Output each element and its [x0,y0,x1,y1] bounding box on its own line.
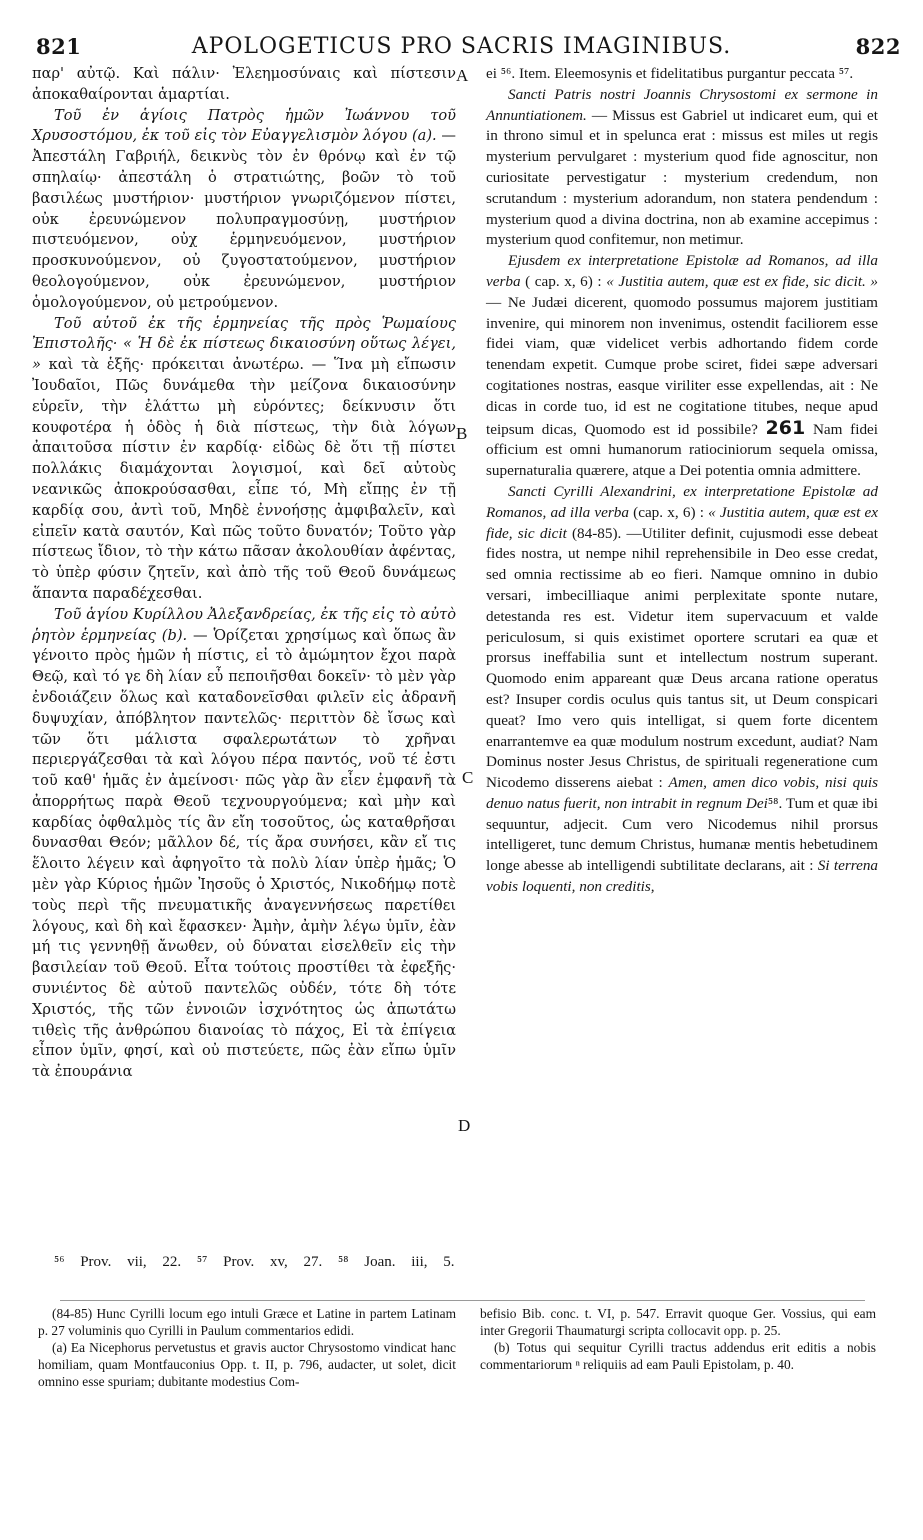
footnote-84-85: (84-85) Hunc Cyrilli locum ego intuli Græce et Latine in partem Latinam p. 27 voluminis quo Cyrilli in Paulum commentarios edidi. [38,1306,456,1338]
latin-text-cyril: (84-85). —Utiliter definit, cujusmodi esse debeat fides nostra, ut nempe nihil reprehensibile in Deo esse credat, sed omnia rectissime ab eo fieri. Namque omnino in dubio versari, imbecilliaque animi perplexitate sponte nutare, detestanda res est. Videtur item supervacuum et valde periculosum, si quis existimet oportere scrutari ea quæ et prorsus ineffabilia sunt et intellectum nostrum superant. Quomodo enim appareant quæ Deus arcana ratione operatus est? Insuper cordis oculus quis tantus sit, ut Deum conspicari queat? Imo vero quis intelligat, si quem forte dicentem enarrantemve ea quæ modulum nostrum excedunt, audiat? Nam Dominus noster Jesus Christus, de spirituali regeneratione cum Nicodemo disserens aiebat : [486,524,878,792]
margin-letter-b: B [456,424,468,443]
latin-paragraph-2 [486,85,878,251]
latin-ref-romans: ( cap. x, 6) : [525,272,602,290]
latin-paragraph-1: ei ⁵⁶. Item. Eleemosynis et fidelitatibus purgantur peccata ⁵⁷. [486,65,854,82]
latin-heading-romans: Ejusdem ex interpretatione Epistolæ ad Romanos, ad illa verba [486,252,878,290]
greek-text-romans: καὶ τὰ ἑξῆς· πρόκειται ἀνωτέρω. — Ἵνα μὴ εἴπωσιν Ἰουδαῖοι, Πῶς δυνάμεθα τὴν μείζονα δικαιοσύνην εὑρεῖν, τὴν ἐλάττω μὴ εὑρόντες; δείκνυσιν ὅτι κουφοτέρα ἡ ὁδὸς ἡ διὰ πίστεως, τὴν διὰ λόγων ἀπαιτοῦσα πίστιν ἐν καρδίᾳ· εἰδὼς δὲ ὅτι τῇ πίστει πολλάκις διαμάχονται λογισμοί, καὶ δεῖ αὐτοὺς νεανικῶς ἀποκρούσασθαι, εἶπε τό, Μὴ εἴπῃς ἐν τῇ καρδίᾳ σου, ἀντὶ τοῦ, Μηδὲ ἐννοήσῃς ἀμφιβαλεῖν, καὶ εἰπεῖν κατὰ σαυτόν, Καὶ πῶς τοῦτο δυνατόν; Τοῦτο γὰρ πίστεως ἴδιον, τὸ τὴν κάτω πᾶσαν ἀκολουθίαν ἀφέντας, τὸ ὑπὲρ φύσιν ζητεῖν, καὶ ἀπὸ τῆς τοῦ Θεοῦ δυνάμεως ἅπαντα παραδέχεσθαι. [32,356,456,602]
latin-quote-cyril: « Justitia autem, quæ est ex fide, sic dicit [486,503,878,542]
greek-paragraph-3 [32,314,456,605]
greek-paragraph-1: παρ' αὐτῷ. Καὶ πάλιν· Ἐλεημοσύναις καὶ πίστεσιν ἀποκαθαίρονται ἁμαρτίαι. [32,65,456,103]
scripture-references [54,1254,654,1271]
latin-paragraph-4 [486,482,878,898]
latin-text-cyril-2: ⁵⁸. Tum et quæ ibi sequuntur, adjecit. Cum vero Nicodemus nihil prorsus intelligeret, tunc demum Christus, humanæ mentis hebetudinem longe abesse ab intelligendi subtilitate declarans, ait : [486,794,878,875]
latin-quote-john: Amen, amen dico vobis, nisi quis denuo natus fuerit, non intrabit in regnum Dei [486,774,878,812]
greek-heading-romans: Τοῦ αὐτοῦ ἐκ τῆς ἑρμηνείας τῆς πρὸς Ῥωμαίους Ἐπιστολῆς· « Ἡ δὲ ἐκ πίστεως δικαιοσύνη οὕτως λέγει, » [32,314,456,374]
column-number-marker: 261 [765,416,806,439]
greek-text-cyril: — Ὁρίζεται χρησίμως καὶ ὅπως ἂν γένοιτο πρὸς ἡμῶν ἡ πίστις, εἰ τὸ ἀμώμητον ἔχοι παρὰ Θεῷ, καὶ τό γε δὴ λίαν εὖ πεποιῆσθαι δοκεῖν· τὸ μὲν γὰρ ἐνδοιάζειν ὅλως καὶ καταδονεῖσθαι φιλεῖν εἰς ἀδρανῆ δυψυχίαν, ἀπόβλητον παντελῶς· περιττὸν δὲ ἴσως καὶ τῶν ὅτι μάλιστα σφαλερωτάτων τὸ χρῆναι περιεργάζεσθαι τὰ καὶ λόγου πέρα παντός, νοῦ τέ ἐστι τοῦ καθ' ἡμᾶς ἐν ἀμείνοσι· πῶς γὰρ ἂν εἶεν ἐμφανῆ τὰ ἀπορρήτως παρὰ Θεοῦ τεχνουργούμενα; καὶ μὴν καὶ καρδίας ὀφθαλμὸς τίς ἂν εἴη τοσοῦτος, ὡς καταθρῆσαι δυνασθαι Θεόν; μᾶλλον δέ, τίς ἄρα συνήσει, κἂν εἴ τις ἕλοιτο λέγειν καὶ ἀφηγοῖτο τὰ πολὺ λίαν ὑπὲρ ἡμᾶς; Ὁ μὲν γὰρ Κύριος ἡμῶν Ἰησοῦς ὁ Χριστός, Νικοδήμῳ ποτὲ τοὺς περὶ τῆς πνευματικῆς ἀναγεννήσεως παρετίθει λόγους, καὶ δὴ καὶ ἔφασκεν· Ἀμὴν, ἀμὴν λέγω ὑμῖν, ἐὰν μή τις γεννηθῇ ἄνωθεν, οὐ δύναται εἰσελθεῖν εἰς τὴν βασιλείαν τοῦ Θεοῦ. Εἶτα τούτοις προστίθει τὰ ἐφεξῆς· συνιέντος δὲ αὐτοῦ παντελῶς οὐδέν, τότε δὴ τότε Χριστός, τῆς τῶν ἐννοιῶν ἰσχνότητος ὡς ἀπωτάτω τιθεὶς τῆς ἀνθρώπου διανοίας τὸ πάχος, Εἰ τὰ ἐπίγεια εἶπον ὑμῖν, φησί, καὶ οὐ πιστεύετε, πῶς ἐὰν εἴπω ὑμῖν τὰ ἐπουράνια [32,626,456,1081]
latin-ref-cyril: (cap. x, 6) : [633,503,704,521]
greek-text-chrysostom: — Ἀπεστάλη Γαβριήλ, δεικνὺς τὸν ἐν θρόνῳ καὶ ἐν τῷ σπηλαίῳ· ἀπεστάλη ὁ στρατιώτης, βοῶν τὸ τοῦ βασιλέως μυστήριον· μυστήριον γνωριζόμενον πίστει, οὐκ ἐρευνώμενον πολυπραγμοσύνῃ, μυστήριον πιστευόμενον, οὐχ ἑρμηνευόμενον, μυστήριον προσκυνούμενον, οὐ ζυγοστατούμενον, μυστήριον θεολογούμενον, οὐκ ἐρευνώμενον, μυστήριον ὁμολογούμενον, οὐ μετρούμενον. [32,127,456,311]
footnotes-left [38,1306,456,1391]
latin-text-romans-b: Nam fidei officium est omni humanorum ratiociniorum sequela omissa, supernaturalia quærere, atque a Dei potentia omnia admittere. [486,420,879,480]
scripture-ref: ⁵⁷ Prov. xv, 27. [196,1254,323,1270]
greek-paragraph-4 [32,605,456,1083]
latin-paragraph-3 [486,251,878,482]
scripture-ref: ⁵⁶ Prov. vii, 22. [54,1254,182,1270]
latin-text-romans-a: — Ne Judæi dicerent, quomodo possumus majorem justitiam invenire, qui minorem non invenimus, ostendit faciliorem esse fidei viam, quæ videlicet verbis adhortando fidem corde tenendam expetit. Cumque probe sciret, fidei sæpe adversari cogitationes nostras, easque viriliter esse expellendas, ait : Ne dicas in corde tuo, id est ne cogitatione titubes, neque apud teipsum dicas, Quomodo est id possibile? [486,293,878,438]
footnote-a: (a) Ea Nicephorus pervetustus et gravis auctor Chrysostomo vindicat hanc homiliam, quam Montfauconius Opp. t. II, p. 796, audacter, ut solet, dicit omnino esse spuriam; dubitante modestius Com- [38,1339,456,1389]
page-number-right: 822 [855,34,901,59]
margin-letter-d: D [458,1116,471,1135]
greek-column [32,64,456,1083]
greek-heading-cyril: Τοῦ ἁγίου Κυρίλλου Ἀλεξανδρείας, ἐκ τῆς εἰς τὸ αὐτὸ ῥητὸν ἑρμηνείας (b). [32,605,456,644]
greek-heading-chrysostom: Τοῦ ἐν ἁγίοις Πατρὸς ἡμῶν Ἰωάννου τοῦ Χρυσοστόμου, ἐκ τοῦ εἰς τὸν Εὐαγγελισμὸν λόγου (a). [32,106,456,145]
latin-text-chrysostom: — Missus est Gabriel ut indicaret eum, qui et in throno simul et in spelunca erat : missus est miles ut regis mysterium pervulgaret : mysterium quod fide agnoscitur, non curiositate pervestigatur : mysterium credendum, non scrutandum : mysterium adorandum, non statera pendendum : mysterium quod a divina doctrina, non ab examine accepimus : mysterium quod confitemur, non metimur. [486,106,878,249]
greek-paragraph-2 [32,106,456,314]
footnotes-right [480,1306,876,1374]
latin-column [486,64,878,898]
scripture-ref: ⁵⁸ Joan. iii, 5. [338,1254,455,1270]
footnote-b: (b) Totus qui sequitur Cyrilli tractus addendus erit editis a nobis commentariorum ⁿ reliquiis ad eam Pauli Epistolam, p. 40. [480,1339,876,1372]
latin-heading-chrysostom: Sancti Patris nostri Joannis Chrysostomi ex sermone in Annuntiationem. [486,85,878,124]
footnote-divider [60,1300,865,1301]
running-title: APOLOGETICUS PRO SACRIS IMAGINIBUS. [191,34,732,59]
footnote-a-continued: befisio Bib. conc. t. VI, p. 547. Erravit quoque Ger. Vossius, qui eam inter Gregorii Thaumaturgi scripta collocavit opp. p. 25. [480,1306,876,1338]
latin-quote-romans: « Justitia autem, quæ est ex fide, sic dicit. » [606,272,879,290]
margin-letter-c: C [462,768,474,787]
margin-letter-a: A [456,66,469,85]
latin-heading-cyril: Sancti Cyrilli Alexandrini, ex interpretatione Epistolæ ad Romanos, ad illa verba [486,482,878,521]
latin-quote-terrena: Si terrena vobis loquenti, non creditis, [486,857,879,896]
page-number-left: 821 [36,34,82,59]
